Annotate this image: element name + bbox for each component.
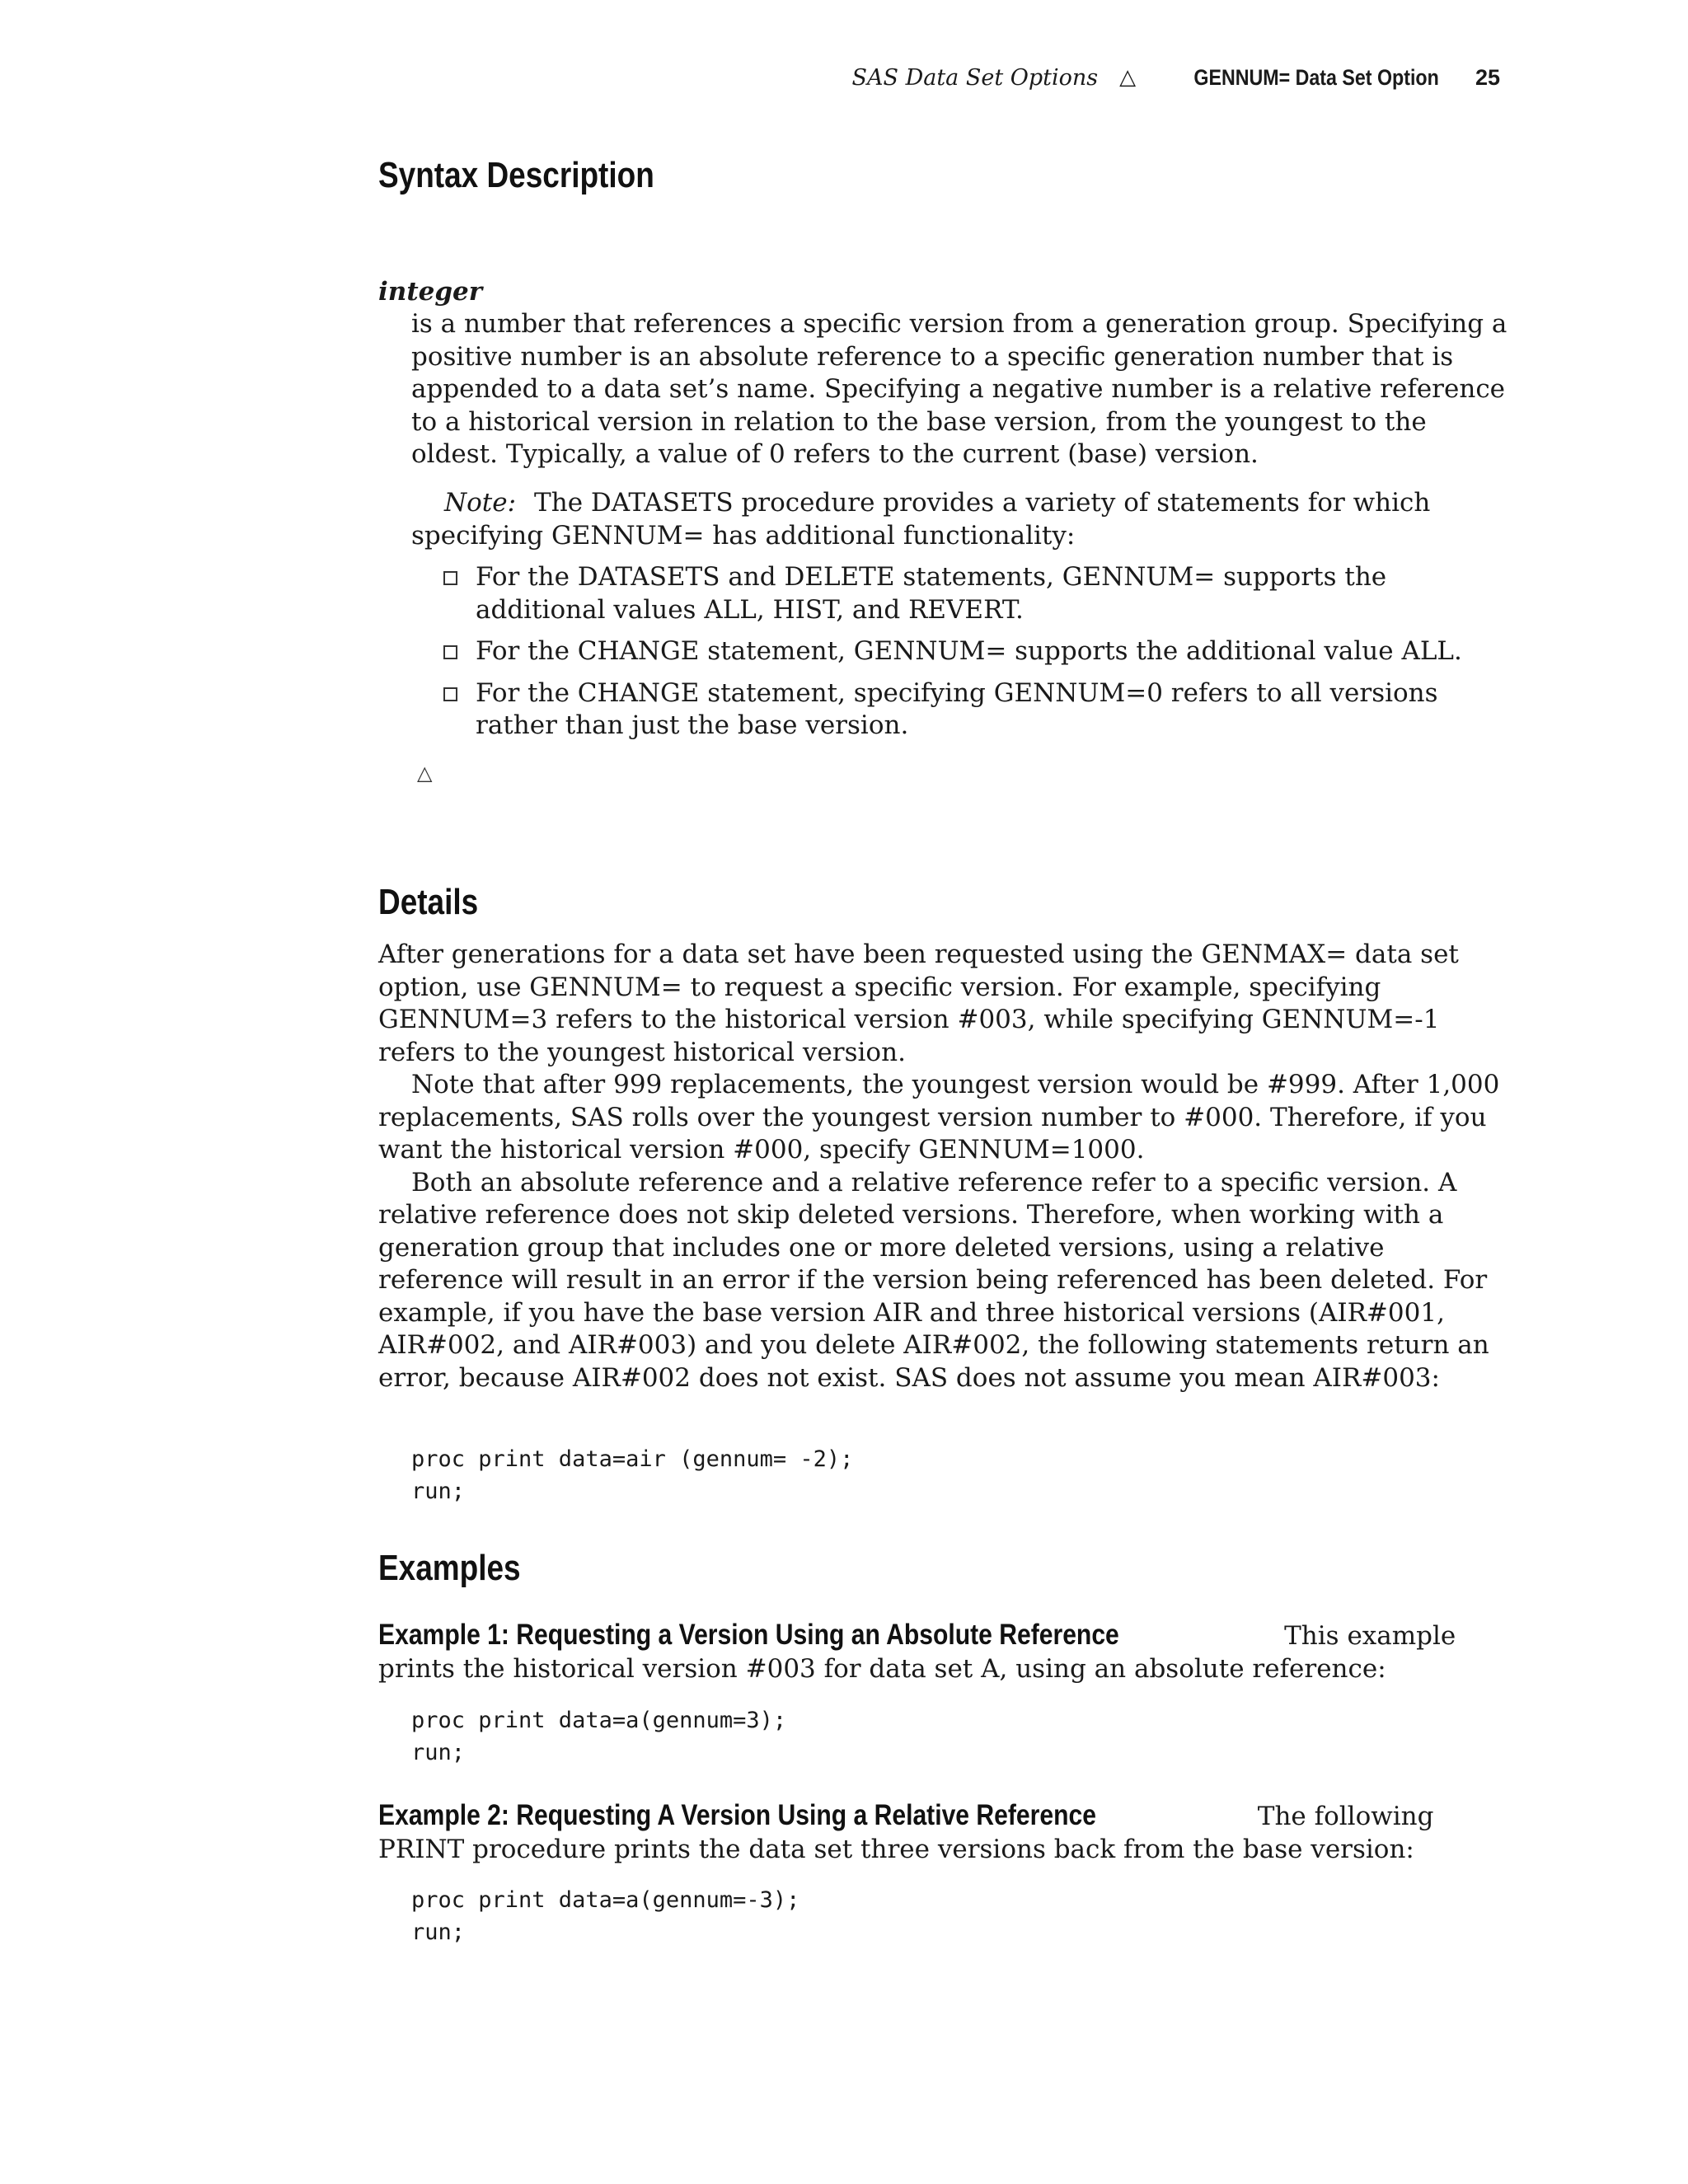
bullet-text: For the CHANGE statement, GENNUM= supports the additional value ALL. bbox=[476, 636, 1462, 666]
square-bullet-icon bbox=[443, 687, 457, 701]
header-section-name: SAS Data Set Options bbox=[851, 64, 1099, 91]
list-item bbox=[437, 561, 1508, 626]
example-1-text: This example prints the historical version #003 for data set A, using an absolute reference: bbox=[378, 1621, 1456, 1684]
example-2-title: Example 2: Requesting A Version Using a Relative Reference bbox=[378, 1799, 1096, 1831]
header-option-title: GENNUM= Data Set Option bbox=[1193, 64, 1439, 90]
running-header bbox=[0, 61, 1500, 94]
details-code-block: proc print data=air (gennum= -2); run; bbox=[411, 1446, 854, 1504]
example-2-text: The following PRINT procedure prints the data set three versions back from the base version: bbox=[378, 1802, 1434, 1864]
details-body bbox=[378, 939, 1507, 1394]
example-1-code-block: proc print data=a(gennum=3); run; bbox=[411, 1708, 787, 1765]
note-bullet-list bbox=[437, 561, 1508, 752]
details-paragraph: Note that after 999 replacements, the youngest version would be #999. After 1,000 replacements, SAS rolls over the youngest version number to #000. Therefore, if you want the historical version #000, specify GENNUM=1000. bbox=[378, 1070, 1500, 1165]
details-paragraph: Both an absolute reference and a relative reference refer to a specific version. A relative reference does not skip deleted versions. Therefore, when working with a generation group that includes one or more deleted versions, using a relative reference will result in an error if the version being referenced has been deleted. For example, if you have the base version AIR and three historical versions (AIR#001, AIR#002, and AIR#003) and you delete AIR#002, the following statements return an error, because AIR#002 does not exist. SAS does not assume you mean AIR#003: bbox=[378, 1167, 1489, 1393]
term-integer: integer bbox=[378, 277, 483, 307]
details-heading: Details bbox=[378, 882, 479, 922]
syntax-description-heading: Syntax Description bbox=[378, 155, 654, 195]
end-of-note-triangle-icon: △ bbox=[417, 762, 433, 785]
example-2-paragraph bbox=[378, 1799, 1507, 1866]
examples-heading: Examples bbox=[378, 1548, 521, 1588]
note-label: Note: bbox=[444, 488, 517, 518]
square-bullet-icon bbox=[443, 645, 457, 659]
example-1-paragraph bbox=[378, 1619, 1507, 1685]
details-paragraph: After generations for a data set have been requested using the GENMAX= data set option, use GENNUM= to request a specific version. For example, specifying GENNUM=3 refers to the historical version #003, while specifying GENNUM=-1 refers to the youngest historical version. bbox=[378, 940, 1459, 1067]
list-item bbox=[437, 635, 1508, 668]
bullet-text: For the CHANGE statement, specifying GENNUM=0 refers to all versions rather than just the base version. bbox=[476, 677, 1438, 740]
page-number: 25 bbox=[1475, 64, 1500, 90]
square-bullet-icon bbox=[443, 571, 457, 585]
example-1-title: Example 1: Requesting a Version Using an Absolute Reference bbox=[378, 1619, 1119, 1651]
note-paragraph bbox=[411, 487, 1507, 552]
example-2-code-block: proc print data=a(gennum=-3); run; bbox=[411, 1887, 800, 1945]
note-text: The DATASETS procedure provides a variety of statements for which specifying GENNUM= has additional functionality: bbox=[411, 488, 1431, 551]
triangle-separator-icon: △ bbox=[1119, 65, 1137, 90]
bullet-text: For the DATASETS and DELETE statements, GENNUM= supports the additional values ALL, HIST, and REVERT. bbox=[476, 562, 1387, 625]
term-description: is a number that references a specific version from a generation group. Specifying a positive number is an absolute reference to a specific generation number that is appended to a data set’s name. Specifying a negative number is a relative reference to a historical version in relation to the base version, from the youngest to the oldest. Typically, a value of 0 refers to the current (base) version. bbox=[411, 309, 1507, 469]
list-item bbox=[437, 677, 1508, 743]
